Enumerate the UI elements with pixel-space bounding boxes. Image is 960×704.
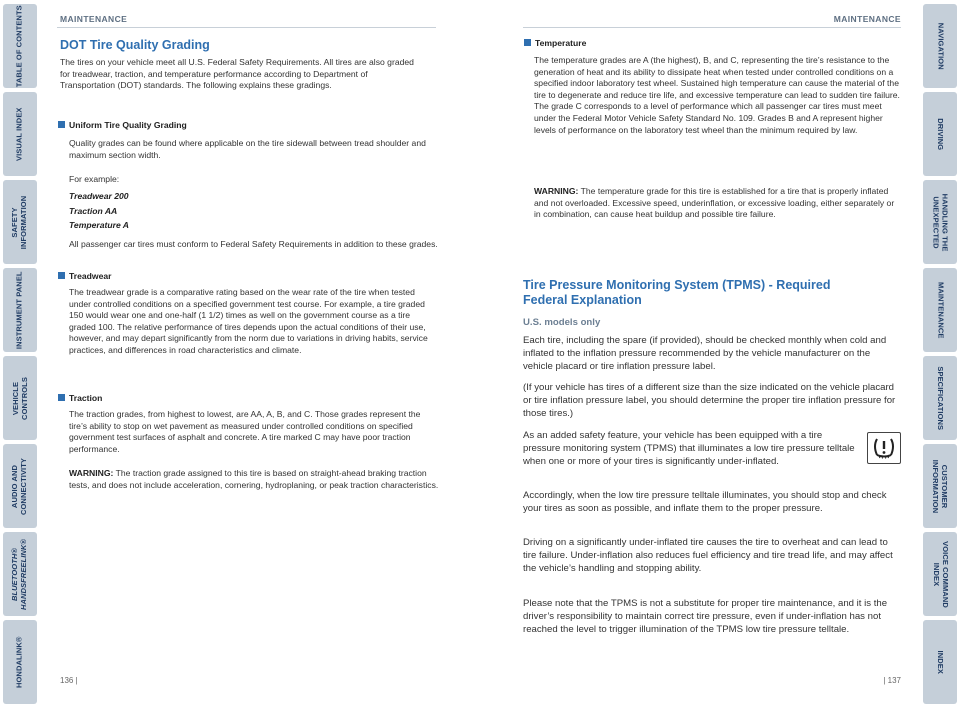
utqg-text: Quality grades can be found where applicable on the tire sidewall between tread shoulder and maximum section width. bbox=[69, 138, 426, 160]
section-title: DOT Tire Quality Grading bbox=[60, 38, 210, 52]
tpms-paragraph-3: As an added safety feature, your vehicle has been equipped with a tire pressure monitoring system (TPMS) that illuminates a low tire pressure telltale when one or more of your tires is significantly under-inflated. bbox=[523, 430, 855, 468]
treadwear-heading: Treadwear bbox=[58, 271, 112, 282]
tab-bluetooth-handsfreelink[interactable]: BLUETOOTH® HANDSFREELINK® bbox=[3, 532, 37, 616]
left-sidebar bbox=[0, 0, 40, 703]
temperature-heading: Temperature bbox=[524, 38, 586, 49]
tab-hondalink[interactable]: HONDALINK® bbox=[3, 620, 37, 704]
bullet-square-icon bbox=[58, 121, 65, 128]
temperature-text: The temperature grades are A (the highest), B, and C, representing the tire’s resistance to the generation of heat and its ability to dissipate heat when tested under controlled conditions on a specified indoor laboratory test wheel. Sustained high temperature can cause the material of the tire to degenerate and reduce tire life, and excessive temperature can lead to sudden tire failure. The grade C corresponds to a level of performance which all passenger car tires must meet under the Federal Motor Vehicle Safety Standard No. 109. Grades B and A represent higher levels of performance on the laboratory test wheel than the minimum required by law. bbox=[534, 55, 900, 135]
treadwear-text: The treadwear grade is a comparative rating based on the wear rate of the tire when tested under controlled conditions on a specified government test course. For example, a tire graded 150 would wear one and one-half (1 1/2) times as well on the government course as a tire graded 100. The relative performance of tires depends upon the actual conditions of their use, however, and may depart significantly from the norm due to variations in driving habits, service practices, and differences in road characteristics and climate. bbox=[69, 287, 428, 355]
intro-paragraph: The tires on your vehicle meet all U.S. Federal Safety Requirements. All tires are also graded for treadwear, traction, and temperature performance according to Department of Transportation (DOT) standards. The following explains these gradings. bbox=[60, 57, 414, 91]
tpms-paragraph-5: Driving on a significantly under-inflated tire causes the tire to overheat and can lead to tire failure. Under-inflation also reduces fuel efficiency and tire tread life, and may affect the vehicle’s handling and stopping ability. bbox=[523, 537, 893, 575]
page-header: MAINTENANCE bbox=[833, 14, 901, 24]
example-traction: Traction AA bbox=[69, 205, 118, 216]
tab-vehicle-controls[interactable]: VEHICLE CONTROLS bbox=[3, 356, 37, 440]
left-page bbox=[57, 0, 439, 703]
tab-specifications[interactable]: SPECIFICATIONS bbox=[923, 356, 957, 440]
bullet-square-icon bbox=[524, 39, 531, 46]
example-treadwear: Treadwear 200 bbox=[69, 191, 129, 201]
temperature-warning: WARNING: The temperature grade for this tire is established for a tire that is properly inflated and not overloaded. Excessive speed, underinflation, or excessive loading, either separately or in combination, can cause heat buildup and possible tire failure. bbox=[534, 186, 895, 220]
example-list bbox=[69, 189, 129, 233]
tpms-paragraph-1: Each tire, including the spare (if provided), should be checked monthly when cold and inflated to the inflation pressure recommended by the vehicle manufacturer on the vehicle placard or tire inflation pressure label. bbox=[523, 335, 887, 373]
tpms-paragraph-4: Accordingly, when the low tire pressure telltale illuminates, you should stop and check your tires as soon as possible, and inflate them to the proper pressure. bbox=[523, 490, 887, 515]
tab-voice-command-index[interactable]: VOICE COMMAND INDEX bbox=[923, 532, 957, 616]
tab-audio-and-connectivity[interactable]: AUDIO AND CONNECTIVITY bbox=[3, 444, 37, 528]
tab-navigation[interactable]: NAVIGATION bbox=[923, 4, 957, 88]
tab-table-of-contents[interactable]: TABLE OF CONTENTS bbox=[3, 4, 37, 88]
tab-instrument-panel[interactable]: INSTRUMENT PANEL bbox=[3, 268, 37, 352]
utqg-heading: Uniform Tire Quality Grading bbox=[58, 120, 187, 131]
tab-customer-information[interactable]: CUSTOMER INFORMATION bbox=[923, 444, 957, 528]
right-sidebar bbox=[920, 0, 960, 703]
header-rule bbox=[523, 27, 901, 28]
models-note: U.S. models only bbox=[523, 317, 601, 328]
tab-index[interactable]: INDEX bbox=[923, 620, 957, 704]
example-label: For example: bbox=[69, 174, 120, 184]
bullet-square-icon bbox=[58, 272, 65, 279]
tab-driving[interactable]: DRIVING bbox=[923, 92, 957, 176]
tpms-paragraph-2: (If your vehicle has tires of a different size than the size indicated on the vehicle placard or tire inflation pressure label, you should determine the proper tire inflation pressure for those tires.) bbox=[523, 382, 896, 420]
tpms-paragraph-6: Please note that the TPMS is not a substitute for proper tire maintenance, and it is the driver’s responsibility to maintain correct tire pressure, even if under-inflation has not reached the level to trigger illumination of the TPMS low tire pressure telltale. bbox=[523, 598, 888, 636]
page-number: | 137 bbox=[883, 676, 901, 685]
bullet-square-icon bbox=[58, 394, 65, 401]
tab-maintenance[interactable]: MAINTENANCE bbox=[923, 268, 957, 352]
traction-heading: Traction bbox=[58, 393, 102, 404]
tab-handling-the-unexpected[interactable]: HANDLING THE UNEXPECTED bbox=[923, 180, 957, 264]
tab-safety-information[interactable]: SAFETY INFORMATION bbox=[3, 180, 37, 264]
conform-text: All passenger car tires must conform to Federal Safety Requirements in addition to these grades. bbox=[69, 239, 438, 249]
tab-visual-index[interactable]: VISUAL INDEX bbox=[3, 92, 37, 176]
right-page bbox=[523, 0, 901, 703]
example-temperature: Temperature A bbox=[69, 220, 130, 230]
header-rule bbox=[57, 27, 436, 28]
traction-warning: WARNING: The traction grade assigned to this tire is based on straight-ahead braking traction tests, and does not include acceleration, cornering, hydroplaning, or peak traction characteristics. bbox=[69, 468, 439, 490]
page-header: MAINTENANCE bbox=[60, 14, 128, 24]
low-tire-pressure-icon bbox=[867, 432, 901, 464]
page-number: 136 | bbox=[60, 676, 78, 685]
traction-text: The traction grades, from highest to lowest, are AA, A, B, and C. Those grades represent the tire’s ability to stop on wet pavement as measured under controlled conditions on specified government test surfaces of asphalt and concrete. A tire marked C may have poor traction performance. bbox=[69, 409, 421, 454]
tpms-title: Tire Pressure Monitoring System (TPMS) - Required Federal Explanation bbox=[523, 278, 831, 307]
